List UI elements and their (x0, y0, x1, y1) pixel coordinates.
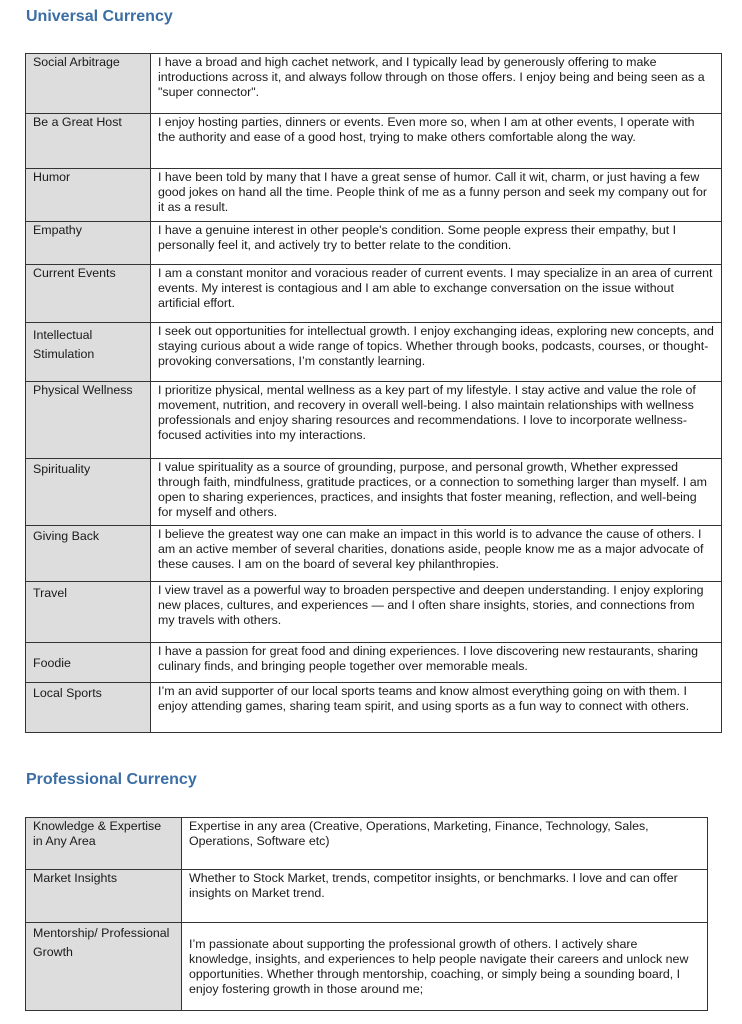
row-label: Physical Wellness (26, 382, 151, 459)
table-row (26, 870, 708, 923)
row-description: I enjoy hosting parties, dinners or events. Even more so, when I am at other events, I operate with the authority and ease of a good host, trying to make others comfortable along the way. (151, 114, 722, 169)
row-description: I’m passionate about supporting the professional growth of others. I actively share knowledge, insights, and experiences to help people navigate their careers and unlock new opportunities. Whether through mentorship, coaching, or simply being a sounding board, I enjoy fostering growth in those around me; (182, 923, 708, 1011)
row-description: I am a constant monitor and voracious reader of current events. I may specialize in an area of current events. My interest is contagious and I am able to exchange conversation on the issue without artificial effort. (151, 265, 722, 323)
row-description: I have a passion for great food and dining experiences. I love discovering new restaurants, sharing culinary finds, and bringing people together over memorable meals. (151, 643, 722, 683)
row-description: I value spirituality as a source of grounding, purpose, and personal growth, Whether expressed through faith, mindfulness, gratitude practices, or a connection to something larger than myself. I am open to sharing experiences, practices, and insights that foster meaning, reflection, and well-being for myself and others. (151, 459, 722, 526)
row-label: Travel (26, 582, 151, 643)
row-description: I prioritize physical, mental wellness as a key part of my lifestyle. I stay active and value the role of movement, nutrition, and recovery in overall well-being. I also maintain relationships with wellness professionals and enjoy sharing resources and recommendations. I love to incorporate wellness-focused activities into my interactions. (151, 382, 722, 459)
table-row (26, 643, 722, 683)
row-description: Expertise in any area (Creative, Operations, Marketing, Finance, Technology, Sales, Operations, Software etc) (182, 818, 708, 870)
row-description: I’m an avid supporter of our local sports teams and know almost everything going on with them. I enjoy attending games, sharing team spirit, and using sports as a fun way to connect with others. (151, 683, 722, 733)
table-row (26, 265, 722, 323)
row-description: I have a broad and high cachet network, and I typically lead by generously offering to make introductions across it, and always follow through on those offers. I enjoy being and being seen as a "super connector". (151, 54, 722, 114)
table-row (26, 323, 722, 382)
row-description: I seek out opportunities for intellectual growth. I enjoy exchanging ideas, exploring new concepts, and staying curious about a wide range of topics. Whether through books, podcasts, courses, or thought-provoking conversations, I’m constantly learning. (151, 323, 722, 382)
row-description: I believe the greatest way one can make an impact in this world is to advance the cause of others. I am an active member of several charities, donations aside, people know me as a major advocate of these causes. I am on the board of several key philanthropies. (151, 526, 722, 582)
table-row (26, 169, 722, 222)
table-row (26, 526, 722, 582)
row-label: Be a Great Host (26, 114, 151, 169)
row-label: Spirituality (26, 459, 151, 526)
table-row (26, 54, 722, 114)
row-label: Humor (26, 169, 151, 222)
row-label: Giving Back (26, 526, 151, 582)
table-row (26, 459, 722, 526)
table-row (26, 923, 708, 1011)
row-label: Intellectual Stimulation (26, 323, 151, 382)
table-row (26, 222, 722, 265)
row-description: I have a genuine interest in other people's condition. Some people express their empathy, but I personally feel it, and actively try to better relate to the condition. (151, 222, 722, 265)
table-row (26, 114, 722, 169)
row-label: Knowledge & Expertise in Any Area (26, 818, 182, 870)
universal-currency-title: Universal Currency (26, 8, 173, 25)
table-row (26, 382, 722, 459)
table-row (26, 582, 722, 643)
professional-currency-title: Professional Currency (26, 771, 197, 788)
row-label: Social Arbitrage (26, 54, 151, 114)
table-row (26, 818, 708, 870)
row-label: Current Events (26, 265, 151, 323)
row-description: I have been told by many that I have a great sense of humor. Call it wit, charm, or just having a few good jokes on hand all the time. People think of me as a funny person and seek my company out for it as a result. (151, 169, 722, 222)
row-label: Local Sports (26, 683, 151, 733)
table-row (26, 683, 722, 733)
row-label: Empathy (26, 222, 151, 265)
professional-currency-table (25, 817, 708, 1011)
row-label: Market Insights (26, 870, 182, 923)
row-description: Whether to Stock Market, trends, competitor insights, or benchmarks. I love and can offer insights on Market trend. (182, 870, 708, 923)
row-label: Mentorship/ Professional Growth (26, 923, 182, 1011)
row-description: I view travel as a powerful way to broaden perspective and deepen understanding. I enjoy exploring new places, cultures, and experiences — and I often share insights, stories, and connections from my travels with others. (151, 582, 722, 643)
universal-currency-table (25, 53, 722, 733)
row-label: Foodie (26, 643, 151, 683)
